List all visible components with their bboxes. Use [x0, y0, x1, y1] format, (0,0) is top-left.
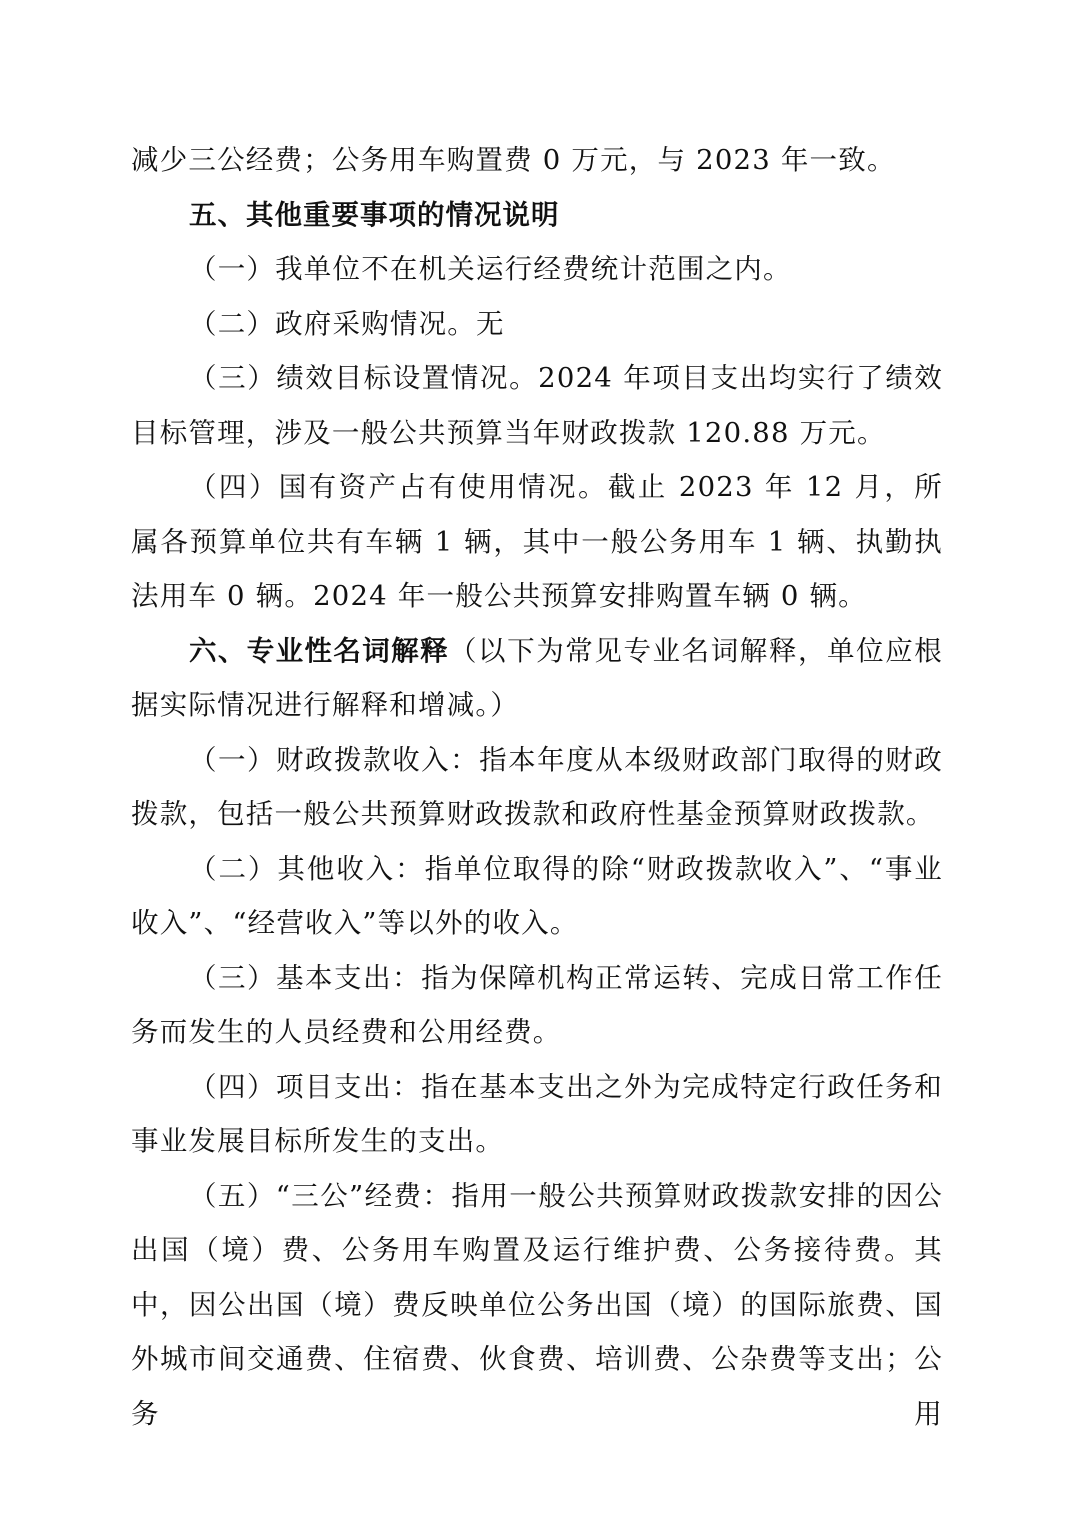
definition-item-5: （五）“三公”经费：指用一般公共预算财政拨款安排的因公出国（境）费、公务用车购置及运行维护费、公务接待费。其中，因公出国（境）费反映单位公务出国（境）的国际旅费、国外城市间交通费、住宿费、伙食费、培训费、公杂费等支出；公务用 — [131, 1179, 943, 1430]
paragraph-item-2: （二）政府采购情况。无 — [189, 307, 505, 340]
paragraph-item-4: （四）国有资产占有使用情况。截止 2023 年 12 月，所属各预算单位共有车辆 1 辆，其中一般公务用车 1 辆、执勤执法用车 0 辆。2024 年一般公共预算安排购置车辆 0 辆。 — [131, 471, 943, 612]
document-body — [131, 133, 943, 1441]
section-six-note: （以下为常见专业名词解释，单位应根据实际情况进行解释和增减。） — [131, 634, 943, 721]
section-heading-six: 六、专业性名词解释 — [189, 634, 449, 667]
section-heading-five: 五、其他重要事项的情况说明 — [189, 198, 560, 231]
paragraph-item-3: （三）绩效目标设置情况。2024 年项目支出均实行了绩效目标管理，涉及一般公共预算当年财政拨款 120.88 万元。 — [131, 362, 943, 449]
section-six — [131, 624, 943, 733]
definition-item-2: （二）其他收入：指单位取得的除“财政拨款收入”、“事业收入”、“经营收入”等以外的收入。 — [131, 852, 943, 939]
definition-item-3: （三）基本支出：指为保障机构正常运转、完成日常工作任务而发生的人员经费和公用经费。 — [131, 961, 943, 1048]
paragraph-item-1: （一）我单位不在机关运行经费统计范围之内。 — [189, 253, 792, 285]
definition-item-1: （一）财政拨款收入：指本年度从本级财政部门取得的财政拨款，包括一般公共预算财政拨款和政府性基金预算财政拨款。 — [131, 743, 943, 830]
paragraph-continuation: 减少三公经费；公务用车购置费 0 万元，与 2023 年一致。 — [131, 144, 896, 176]
definition-item-4: （四）项目支出：指在基本支出之外为完成特定行政任务和事业发展目标所发生的支出。 — [131, 1070, 943, 1157]
